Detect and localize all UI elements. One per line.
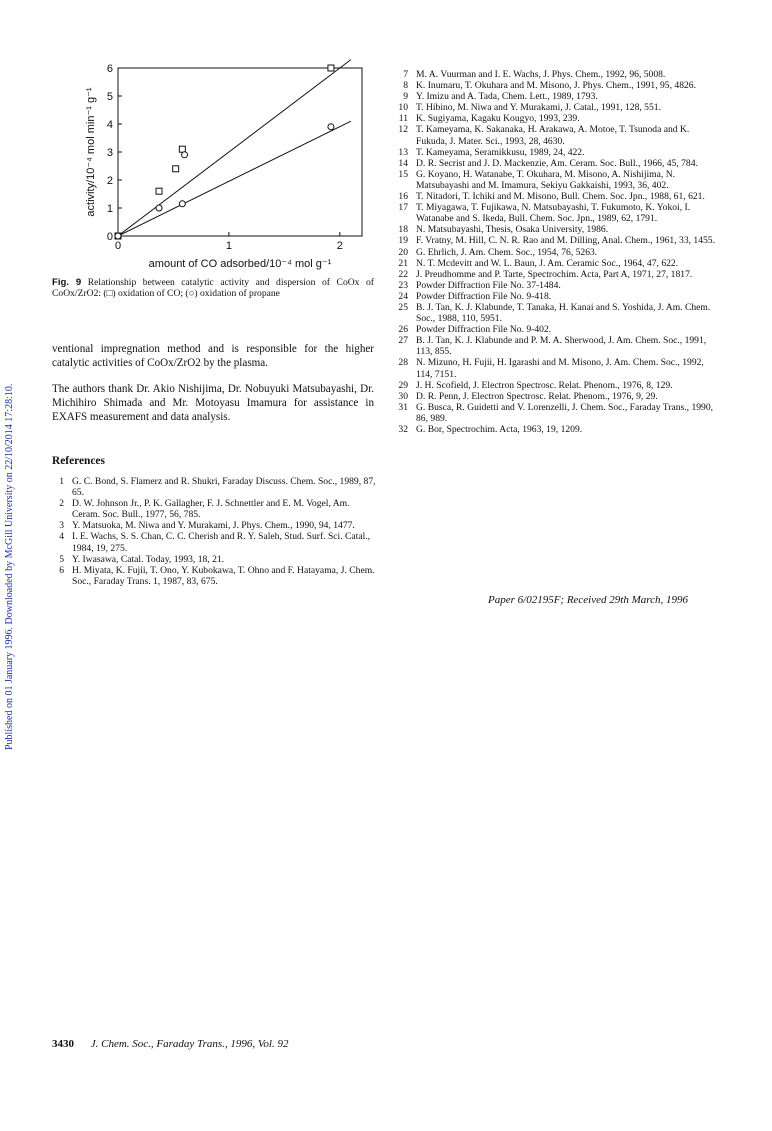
reference-number: 5 xyxy=(59,553,64,565)
reference-number: 27 xyxy=(398,335,408,347)
y-tick-label: 0 xyxy=(106,231,113,243)
reference-number: 8 xyxy=(403,80,408,92)
caption-label: Fig. 9 xyxy=(52,277,82,288)
reference-text: Y. Matsuoka, M. Niwa and Y. Murakami, J. Phys. Chem., 1990, 94, 1477. xyxy=(72,520,355,532)
reference-item xyxy=(396,357,718,379)
body-paragraph-1: ventional impregnation method and is responsible for the higher catalytic activities of CoOx/ZrO2 by the plasma. xyxy=(52,343,374,369)
reference-text: J. Preudhomme and P. Tarte, Spectrochim. Acta, Part A, 1971, 27, 1817. xyxy=(416,268,693,280)
fit-line xyxy=(118,60,351,236)
reference-item xyxy=(52,565,376,587)
reference-number: 14 xyxy=(398,157,408,169)
plot-frame xyxy=(118,68,362,236)
reference-text: H. Miyata, K. Fujii, T. Ono, Y. Kubokawa, T. Ohno and F. Hatayama, J. Chem. Soc., Faraday Trans. 1, 1987, 83, 675. xyxy=(72,564,375,587)
x-tick-label: 2 xyxy=(336,240,343,252)
reference-number: 20 xyxy=(398,246,408,258)
reference-text: Powder Diffraction File No. 9-402. xyxy=(416,324,552,336)
reference-item xyxy=(396,191,718,202)
reference-item xyxy=(52,476,376,498)
reference-text: D. R. Secrist and J. D. Mackenzie, Am. Ceram. Soc. Bull., 1966, 45, 784. xyxy=(416,157,698,169)
circle-marker xyxy=(156,205,162,211)
reference-item xyxy=(52,520,376,531)
figure-9 xyxy=(52,56,382,276)
reference-number: 18 xyxy=(398,224,408,236)
reference-text: B. J. Tan, K. J. Klabunde, T. Tanaka, H. Kanai and S. Yoshida, J. Am. Chem. Soc., 1988, 110, 5951. xyxy=(416,301,711,325)
y-axis-label: activity/10⁻⁴ mol min⁻¹ g⁻¹ xyxy=(85,87,97,217)
reference-number: 19 xyxy=(398,235,408,247)
reference-item xyxy=(396,235,718,246)
reference-text: G. Bor, Spectrochim. Acta, 1963, 19, 1209. xyxy=(416,424,583,435)
page-number: 3430 xyxy=(52,1038,74,1050)
reference-item xyxy=(52,498,376,520)
x-tick-label: 0 xyxy=(114,240,122,252)
reference-text: T. Kameyama, K. Sakanaka, H. Arakawa, A. Motoe, T. Tsunoda and K. Fukuda, J. Mater. Sci., 1993, 28, 4630. xyxy=(416,124,690,147)
download-notice: Published on 01 January 1996. Downloaded by McGill University on 22/10/2014 17:28:10. xyxy=(4,383,15,750)
reference-item xyxy=(396,247,718,258)
reference-text: K. Sugiyama, Kagaku Kougyo, 1993, 239. xyxy=(416,113,580,125)
reference-text: G. C. Bond, S. Flamerz and R. Shukri, Faraday Discuss. Chem. Soc., 1989, 87, 65. xyxy=(72,476,376,499)
reference-text: N. Matsubayashi, Thesis, Osaka University, 1986. xyxy=(416,224,609,236)
reference-item xyxy=(396,402,718,424)
reference-text: Y. Iwasawa, Catal. Today, 1993, 18, 21. xyxy=(72,553,225,565)
reference-number: 26 xyxy=(398,324,408,336)
reference-text: Powder Diffraction File No. 9-418. xyxy=(416,290,552,302)
reference-number: 4 xyxy=(59,531,64,543)
y-tick-label: 1 xyxy=(106,203,113,215)
reference-item xyxy=(396,80,718,91)
reference-item xyxy=(52,531,376,553)
reference-item xyxy=(396,202,718,224)
reference-item xyxy=(396,224,718,235)
y-tick-label: 2 xyxy=(106,175,113,187)
circle-marker xyxy=(115,233,121,239)
reference-text: M. A. Vuurman and I. E. Wachs, J. Phys. Chem., 1992, 96, 5008. xyxy=(416,69,666,80)
x-axis-label: amount of CO adsorbed/10⁻⁴ mol g⁻¹ xyxy=(148,258,332,270)
reference-text: D. W. Johnson Jr., P. K. Gallagher, F. J. Schnettler and E. M. Vogel, Am. Ceram. Soc. Bull., 1977, 56, 785. xyxy=(72,498,350,521)
reference-item xyxy=(396,424,718,435)
reference-text: T. Nitadori, T. Ichiki and M. Misono, Bull. Chem. Soc. Jpn., 1988, 61, 621. xyxy=(416,191,705,203)
reference-item xyxy=(396,113,718,124)
reference-text: F. Vratny, M. Hill, C. N. R. Rao and M. Dilling, Anal. Chem., 1961, 33, 1455. xyxy=(416,235,715,247)
reference-number: 16 xyxy=(398,191,408,203)
reference-number: 2 xyxy=(59,498,64,510)
reference-item xyxy=(396,91,718,102)
y-tick-label: 4 xyxy=(106,119,113,131)
reference-item xyxy=(396,69,718,80)
y-tick-label: 3 xyxy=(106,147,113,159)
square-marker xyxy=(179,146,185,152)
acknowledgements: The authors thank Dr. Akio Nishijima, Dr. Nobuyuki Matsubayashi, Dr. Michihiro Shimada and Mr. Motoyasu Imamura for assistance in EXAFS measurement and data analysis. xyxy=(52,383,374,423)
reference-item xyxy=(396,380,718,391)
reference-number: 12 xyxy=(398,124,408,136)
reference-text: N. T. Mcdevitt and W. L. Baun, J. Am. Ceramic Soc., 1964, 47, 622. xyxy=(416,257,679,269)
reference-item xyxy=(396,169,718,191)
fit-line xyxy=(118,121,351,236)
reference-text: G. Busca, R. Guidetti and V. Lorenzelli, J. Chem. Soc., Faraday Trans., 1990, 86, 989. xyxy=(416,401,714,424)
reference-text: N. Mizuno, H. Fujii, H. Igarashi and M. Misono, J. Am. Chem. Soc., 1992, 114, 7151. xyxy=(416,357,704,380)
figure-caption xyxy=(52,277,374,300)
reference-item xyxy=(396,258,718,269)
page-footer xyxy=(52,1038,288,1050)
reference-item xyxy=(396,124,718,146)
reference-text: G. Koyano, H. Watanabe, T. Okuhara, M. Misono, A. Nishijima, N. Matsubayashi and M. Imamura, Sekiyu Gakkaishi, 1993, 36, 402. xyxy=(416,168,676,191)
reference-number: 25 xyxy=(398,301,408,313)
reference-number: 10 xyxy=(398,102,408,114)
reference-item xyxy=(396,302,718,324)
reference-text: K. Inumaru, T. Okuhara and M. Misono, J. Phys. Chem., 1991, 95, 4826. xyxy=(416,80,696,92)
reference-item xyxy=(396,335,718,357)
reference-text: J. H. Scofield, J. Electron Spectrosc. Relat. Phenom., 1976, 8, 129. xyxy=(416,379,673,391)
square-marker xyxy=(156,188,162,194)
reference-item xyxy=(396,269,718,280)
reference-item xyxy=(396,324,718,335)
reference-number: 3 xyxy=(59,520,64,532)
reference-text: B. J. Tan, K. J. Klabunde and P. M. A. Sherwood, J. Am. Chem. Soc., 1991, 113, 855. xyxy=(416,335,707,358)
download-watermark xyxy=(2,250,18,750)
reference-item xyxy=(396,147,718,158)
caption-text: Relationship between catalytic activity and dispersion of CoOx of CoOx/ZrO2: (□) oxidation of CO; (○) oxidation of propane xyxy=(52,277,374,300)
reference-item xyxy=(396,158,718,169)
circle-marker xyxy=(328,124,334,130)
reference-number: 30 xyxy=(398,390,408,402)
reference-item xyxy=(396,102,718,113)
reference-number: 11 xyxy=(398,113,408,125)
reference-number: 24 xyxy=(398,290,408,302)
references-list-left xyxy=(52,476,376,587)
reference-number: 21 xyxy=(398,257,408,269)
reference-item xyxy=(396,291,718,302)
reference-text: Powder Diffraction File No. 37-1484. xyxy=(416,279,561,291)
reference-text: T. Hibino, M. Niwa and Y. Murakami, J. Catal., 1991, 128, 551. xyxy=(416,102,661,114)
reference-text: T. Kameyama, Seramikkusu, 1989, 24, 422. xyxy=(416,146,585,158)
reference-number: 15 xyxy=(398,168,408,180)
references-heading: References xyxy=(52,455,105,467)
y-tick-label: 5 xyxy=(106,91,113,103)
reference-item xyxy=(396,280,718,291)
reference-text: I. E. Wachs, S. S. Chan, C. C. Cherish and R. Y. Saleh, Stud. Surf. Sci. Catal., 1984, 19, 275. xyxy=(72,531,371,554)
reference-number: 23 xyxy=(398,279,408,291)
circle-marker xyxy=(179,201,185,207)
journal-citation: J. Chem. Soc., Faraday Trans., 1996, Vol. 92 xyxy=(90,1038,289,1050)
circle-marker xyxy=(182,152,188,158)
reference-text: D. R. Penn, J. Electron Spectrosc. Relat. Phenom., 1976, 9, 29. xyxy=(416,390,658,402)
reference-number: 9 xyxy=(403,91,408,103)
y-tick-label: 6 xyxy=(106,63,113,75)
reference-number: 32 xyxy=(398,424,408,435)
reference-item xyxy=(52,554,376,565)
reference-number: 22 xyxy=(398,268,408,280)
reference-text: Y. Imizu and A. Tada, Chem. Lett., 1989, 1793. xyxy=(416,91,598,103)
reference-number: 7 xyxy=(403,69,408,80)
reference-number: 29 xyxy=(398,379,408,391)
square-marker xyxy=(173,166,179,172)
paper-received-note: Paper 6/02195F; Received 29th March, 1996 xyxy=(488,594,688,606)
x-tick-label: 1 xyxy=(225,240,232,252)
reference-number: 1 xyxy=(59,476,64,487)
reference-number: 31 xyxy=(398,401,408,413)
reference-item xyxy=(396,391,718,402)
reference-number: 28 xyxy=(398,357,408,369)
references-list-right xyxy=(396,69,718,435)
scatter-chart xyxy=(52,56,382,276)
reference-text: T. Miyagawa, T. Fujikawa, N. Matsubayashi, T. Fukumoto, K. Yokoi, I. Watanabe and S. Ikeda, Bull. Chem. Soc. Jpn., 1989, 62, 1791. xyxy=(416,202,691,225)
reference-number: 13 xyxy=(398,146,408,158)
square-marker xyxy=(328,65,334,71)
reference-number: 6 xyxy=(59,564,64,576)
reference-number: 17 xyxy=(398,202,408,214)
reference-text: G. Ehrlich, J. Am. Chem. Soc., 1954, 76, 5263. xyxy=(416,246,598,258)
